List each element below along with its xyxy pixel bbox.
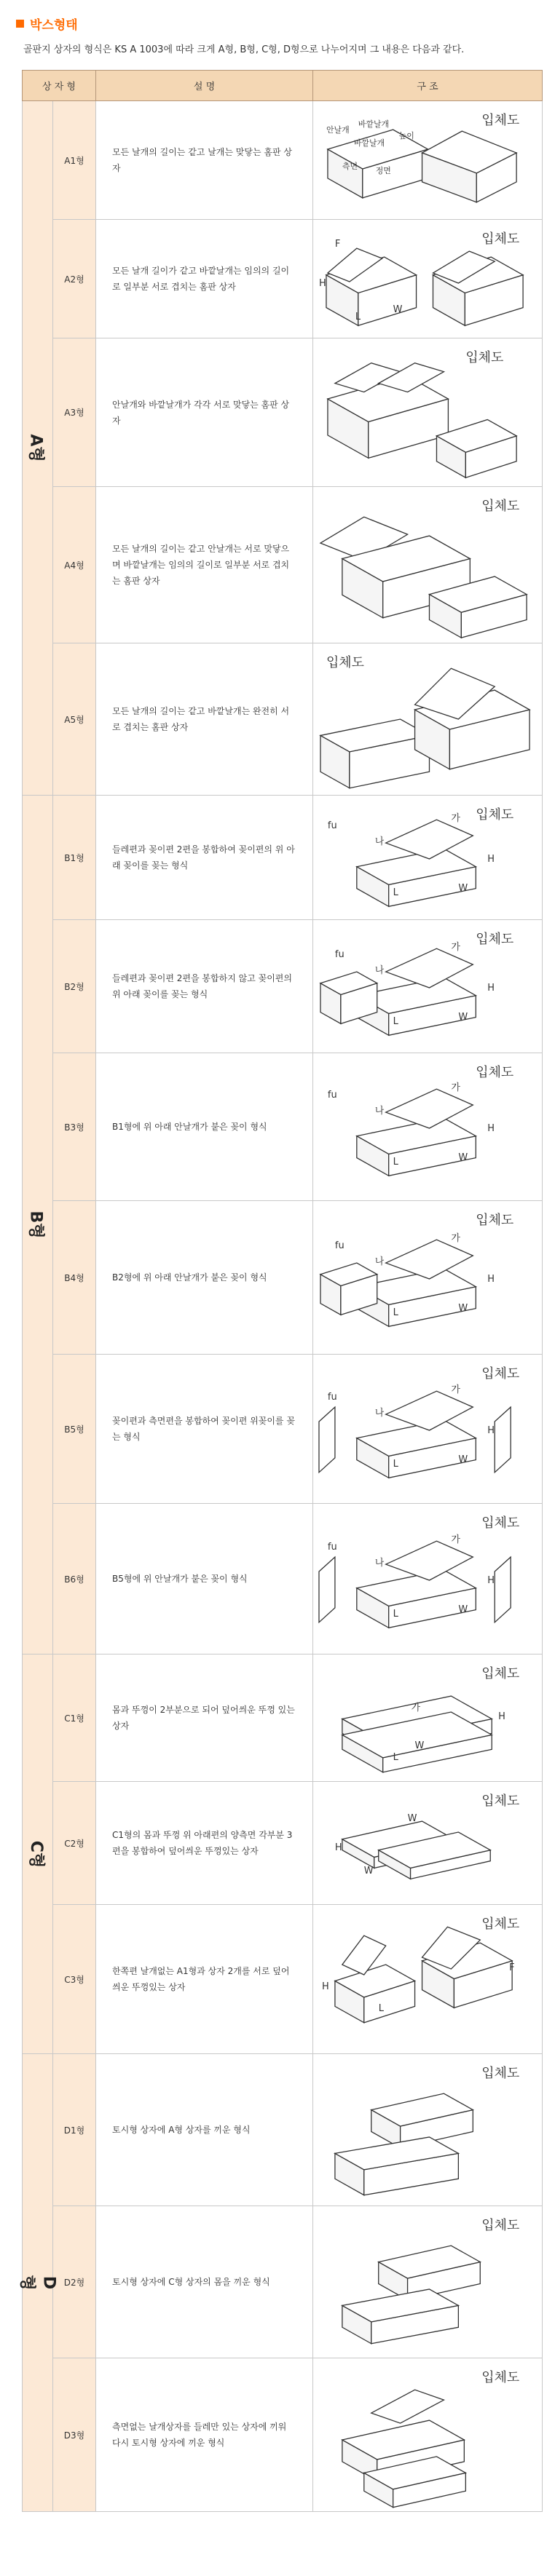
table-row: [23, 220, 543, 338]
dim-label: 가: [451, 1384, 460, 1396]
box-type-name: C1형: [53, 1654, 96, 1782]
dim-label: 가: [411, 1703, 421, 1714]
table-row: [23, 2054, 543, 2206]
dim-label: W: [458, 1604, 468, 1615]
box-type-desc: 꽂이편과 측면편을 봉합하여 꽂이편 위꽂이를 꽂는 형식: [96, 1355, 313, 1504]
dim-label: L: [378, 2002, 384, 2014]
box-type-name: A5형: [53, 643, 96, 796]
table-row: [23, 1654, 543, 1782]
box-type-name: B5형: [53, 1355, 96, 1504]
dim-label: H: [498, 1711, 505, 1722]
table-row: [23, 487, 543, 643]
box-figure: [313, 1654, 543, 1782]
box-type-name: B4형: [53, 1201, 96, 1355]
box-diagram: [313, 1201, 542, 1354]
box-type-name: B1형: [53, 796, 96, 920]
table-row: [23, 1905, 543, 2054]
box-type-name: C2형: [53, 1782, 96, 1905]
group-label: B형: [27, 1210, 45, 1239]
table-row: [23, 2358, 543, 2512]
dim-label: 나: [374, 1256, 385, 1268]
dim-label: W: [458, 1302, 468, 1314]
dim-label: H: [487, 1574, 495, 1586]
figure-label: 입체도: [476, 807, 514, 823]
a1-part-label: 정면: [375, 165, 391, 175]
box-diagram: [313, 2206, 542, 2358]
dim-label: 나: [374, 965, 385, 977]
table-row: [23, 338, 543, 487]
table-row: [23, 1504, 543, 1654]
table-row: [23, 2206, 543, 2358]
box-type-table: [17, 70, 543, 2512]
box-figure: [313, 643, 543, 796]
box-diagram: [313, 796, 542, 919]
figure-label: 입체도: [465, 350, 504, 366]
group-label-cell: [23, 1654, 53, 2054]
figure-label: 입체도: [481, 2370, 520, 2386]
header-struct: 구 조: [313, 71, 543, 101]
box-type-desc: 측면없는 날개상자를 들레만 있는 상자에 끼워 다시 토시형 상자에 끼운 형식: [96, 2358, 313, 2512]
figure-label: 입체도: [481, 1917, 520, 1933]
box-type-name: C3형: [53, 1905, 96, 2054]
box-diagram: [313, 101, 542, 219]
dim-label: H: [321, 1981, 329, 1992]
dim-label: W: [414, 1740, 425, 1751]
group-label-cell: [23, 101, 53, 796]
box-type-desc: 모든 날개의 길이는 같고 날개는 맞닿는 홈판 상자: [96, 101, 313, 220]
dim-label: F: [334, 239, 341, 250]
box-diagram: [313, 2054, 542, 2206]
dim-label: W: [458, 1152, 468, 1163]
title-text: 박스형태: [30, 18, 78, 33]
figure-label: 입체도: [481, 1366, 520, 1382]
box-diagram: [313, 1905, 542, 2053]
figure-label: 입체도: [481, 499, 520, 515]
box-figure: [313, 487, 543, 643]
dim-label: L: [393, 1015, 398, 1027]
a1-part-label: 안날개: [326, 125, 350, 135]
box-type-desc: B2형에 위 아래 안날개가 붙은 꽂이 형식: [96, 1201, 313, 1355]
dim-label: H: [487, 982, 495, 994]
figure-label: 입체도: [481, 2218, 520, 2234]
table-row: [23, 1782, 543, 1905]
box-type-name: D1형: [53, 2054, 96, 2206]
a1-part-label: 높이: [398, 131, 414, 141]
box-diagram: [313, 220, 542, 338]
a1-part-label: 측면: [342, 161, 358, 171]
box-type-desc: 들레편과 꽂이편 2편을 봉합하지 않고 꽂이편의 위 아래 꽂이를 꽂는 형식: [96, 920, 313, 1053]
box-type-name: B2형: [53, 920, 96, 1053]
dim-label: L: [393, 1156, 398, 1168]
table-row: [23, 796, 543, 920]
box-diagram: [313, 338, 542, 486]
dim-label: H: [487, 853, 495, 865]
box-type-name: A1형: [53, 101, 96, 220]
box-figure: [313, 1782, 543, 1905]
box-type-desc: 들레편과 꽂이편 2편을 봉합하여 꽂이편의 위 아래 꽂이를 꽂는 형식: [96, 796, 313, 920]
box-figure: [313, 1355, 543, 1504]
box-figure: [313, 2206, 543, 2358]
table-row: [23, 643, 543, 796]
box-type-desc: C1형의 몸과 뚜껑 위 아래편의 양측면 각부분 3편을 봉합하여 덮어씌운 뚜껑있는 상자: [96, 1782, 313, 1905]
dim-label: 가: [451, 813, 460, 825]
dim-label: W: [363, 1865, 374, 1876]
dim-label: L: [393, 887, 398, 898]
box-figure: [313, 1504, 543, 1654]
dim-label: H: [487, 1424, 495, 1436]
box-type-name: B6형: [53, 1504, 96, 1654]
dim-label: fu: [327, 820, 337, 832]
header-desc: 설 명: [96, 71, 313, 101]
table-header-row: [23, 71, 543, 101]
figure-label: 입체도: [481, 231, 520, 247]
box-type-name: B3형: [53, 1053, 96, 1201]
dim-label: fu: [327, 1392, 337, 1403]
box-diagram: [313, 1355, 542, 1503]
box-type-name: D2형: [53, 2206, 96, 2358]
box-type-desc: 모든 날개의 길이는 같고 안날개는 서로 맞닿으며 바깥날개는 임의의 길이로 일부분 서로 겹치는 홈판 상자: [96, 487, 313, 643]
dim-label: L: [393, 1307, 398, 1318]
figure-label: 입체도: [476, 1213, 514, 1229]
box-diagram: [313, 920, 542, 1053]
box-figure: [313, 2358, 543, 2512]
dim-label: fu: [327, 1090, 337, 1101]
table-row: [23, 101, 543, 220]
box-figure: [313, 101, 543, 220]
dim-label: fu: [334, 949, 345, 961]
figure-label: 입체도: [481, 113, 520, 129]
box-diagram: [313, 2358, 542, 2511]
box-type-desc: B5형에 위 안날개가 붙은 꽂이 형식: [96, 1504, 313, 1654]
box-diagram: [313, 1504, 542, 1654]
box-type-desc: 안날개와 바깥날개가 각각 서로 맞닿는 홈판 상자: [96, 338, 313, 487]
dim-label: L: [393, 1751, 398, 1763]
box-type-name: A2형: [53, 220, 96, 338]
figure-label: 입체도: [476, 932, 514, 948]
table-row: [23, 920, 543, 1053]
table-row: [23, 1053, 543, 1201]
dim-label: W: [458, 882, 468, 894]
dim-label: fu: [327, 1542, 337, 1553]
dim-label: F: [509, 1962, 515, 1974]
box-diagram: [313, 643, 542, 795]
box-figure: [313, 220, 543, 338]
dim-label: 가: [451, 1082, 460, 1094]
dim-label: W: [458, 1011, 468, 1023]
dim-label: H: [318, 277, 326, 289]
dim-label: 가: [451, 1233, 460, 1245]
section-title: [16, 15, 78, 33]
figure-label: 입체도: [481, 1666, 520, 1682]
box-figure: [313, 338, 543, 487]
dim-label: fu: [334, 1240, 345, 1252]
box-type-desc: 모든 날개의 길이는 같고 바깥날개는 완전히 서로 겹치는 홈판 상자: [96, 643, 313, 796]
dim-label: 나: [374, 1106, 385, 1117]
group-label: C형: [27, 1840, 45, 1868]
table-row: [23, 1201, 543, 1355]
dim-label: L: [393, 1458, 398, 1470]
box-type-desc: 한쪽편 날개없는 A1형과 상자 2개를 서로 덮어 씌운 뚜껑있는 상자: [96, 1905, 313, 2054]
box-type-desc: 토시형 상자에 C형 상자의 몸을 끼운 형식: [96, 2206, 313, 2358]
dim-label: W: [458, 1454, 468, 1465]
figure-label: 입체도: [326, 655, 364, 671]
box-diagram: [313, 487, 542, 643]
box-type-desc: 모든 날개 길이가 같고 바깥날개는 임의의 길이로 일부분 서로 겹치는 홈판 상자: [96, 220, 313, 338]
figure-label: 입체도: [476, 1065, 514, 1081]
box-figure: [313, 1905, 543, 2054]
box-type-name: D3형: [53, 2358, 96, 2512]
box-figure: [313, 2054, 543, 2206]
dim-label: 나: [374, 836, 385, 848]
box-figure: [313, 920, 543, 1053]
dim-label: H: [487, 1273, 495, 1285]
dim-label: W: [393, 304, 403, 315]
dim-label: 가: [451, 1534, 460, 1546]
box-figure: [313, 796, 543, 920]
box-figure: [313, 1053, 543, 1201]
dim-label: L: [355, 311, 361, 322]
table-row: [23, 1355, 543, 1504]
group-label-cell: [23, 796, 53, 1654]
dim-label: H: [487, 1122, 495, 1134]
box-diagram: [313, 1782, 542, 1904]
group-label: D형: [17, 2275, 58, 2291]
group-label-cell: [17, 2054, 58, 2512]
box-diagram: [313, 1053, 542, 1200]
box-figure: [313, 1201, 543, 1355]
figure-label: 입체도: [481, 1794, 520, 1810]
dim-label: H: [334, 1842, 342, 1853]
box-type-name: A4형: [53, 487, 96, 643]
dim-label: 나: [374, 1558, 385, 1569]
group-label: A형: [27, 434, 45, 462]
a1-part-label: 바깥날개: [353, 138, 385, 148]
dim-label: 나: [374, 1408, 385, 1419]
box-type-desc: B1형에 위 아래 안날개가 붙은 꽂이 형식: [96, 1053, 313, 1201]
intro-text: 골판지 상자의 형식은 KS A 1003에 따라 크게 A형, B형, C형, D형으로 나누어지며 그 내용은 다음과 같다.: [23, 44, 465, 55]
dim-label: W: [407, 1813, 417, 1825]
box-type-name: A3형: [53, 338, 96, 487]
box-type-desc: 토시형 상자에 A형 상자를 끼운 형식: [96, 2054, 313, 2206]
dim-label: L: [393, 1608, 398, 1620]
box-type-desc: 몸과 뚜껑이 2부분으로 되어 덮어씌운 뚜껑 있는 상자: [96, 1654, 313, 1782]
header-type: 상 자 형: [23, 71, 96, 101]
figure-label: 입체도: [481, 2066, 520, 2082]
figure-label: 입체도: [481, 1515, 520, 1531]
title-square-icon: [16, 20, 24, 28]
a1-part-label: 바깥날개: [358, 119, 390, 130]
dim-label: 가: [451, 942, 460, 954]
box-diagram: [313, 1654, 542, 1781]
